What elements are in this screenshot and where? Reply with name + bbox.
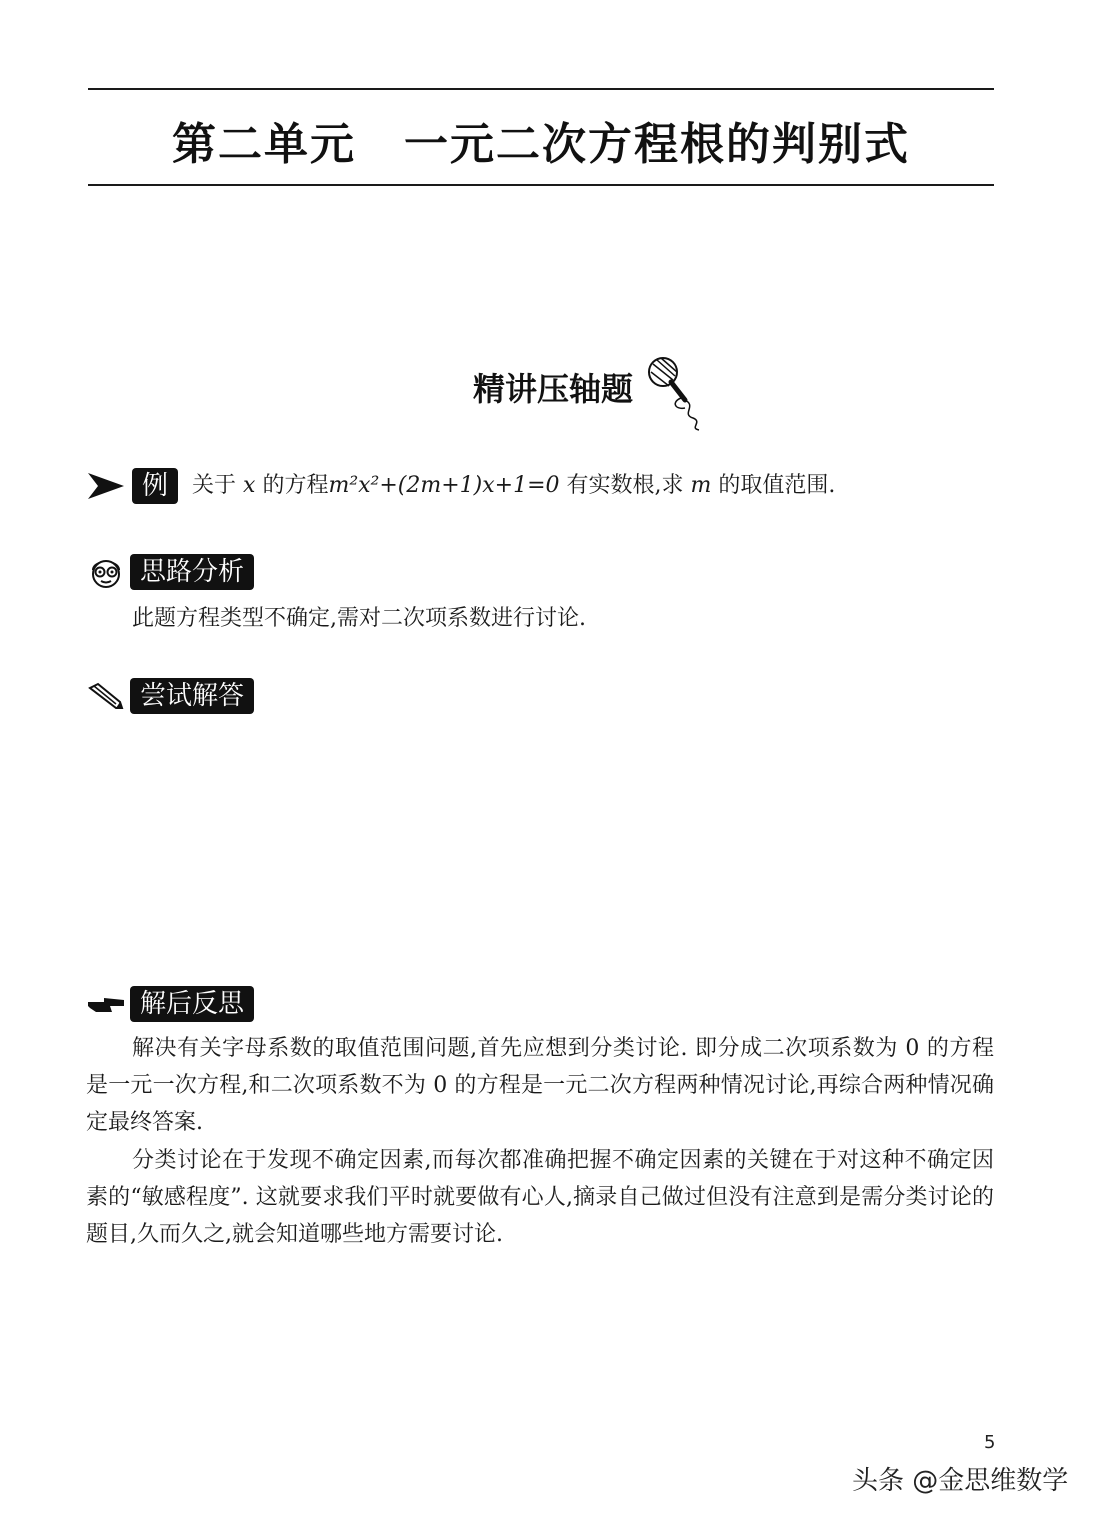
- unit-label: 第二单元: [172, 119, 356, 170]
- reflection-paragraph-1: [86, 1030, 994, 1141]
- analysis-text-content: 此题方程类型不确定,需对二次项系数进行讨论.: [132, 606, 586, 631]
- problem-mid: 的方程: [262, 473, 329, 498]
- section-heading-text: 精讲压轴题: [472, 370, 633, 408]
- example-tag: 例: [132, 468, 178, 504]
- reflection-paragraph-2-text: 分类讨论在于发现不确定因素,而每次都准确把握不确定因素的关键在于对这种不确定因素的“敏感程度”. 这就要求我们平时就要做有心人,摘录自己做过但没有注意到是需分类讨论的题目,久而久之,就会知道哪些地方需要讨论.: [86, 1148, 994, 1247]
- analysis-text: [132, 600, 992, 637]
- variable-m: m: [690, 473, 712, 498]
- unit-title-text: 一元二次方程根的判别式: [404, 119, 910, 170]
- problem-prefix: 关于: [192, 473, 237, 498]
- unit-title: [88, 108, 994, 172]
- attempt-header: [86, 676, 254, 716]
- arrow-right-icon: [86, 471, 126, 501]
- variable-x: x: [243, 473, 256, 498]
- example-problem: [86, 466, 835, 506]
- analysis-header: [86, 552, 254, 592]
- reflection-tag: 解后反思: [130, 986, 254, 1022]
- bottom-rule: [88, 184, 994, 186]
- pointing-hand-icon: [86, 984, 126, 1024]
- thinking-face-icon: [86, 552, 126, 592]
- attempt-tag: 尝试解答: [130, 678, 254, 714]
- equation: m²x²+(2m+1)x+1=0: [328, 473, 560, 498]
- section-heading: [0, 364, 1106, 410]
- problem-end: 的取值范围.: [718, 473, 836, 498]
- problem-suffix: 有实数根,求: [566, 473, 684, 498]
- microphone-icon: [641, 352, 713, 432]
- reflection-header: [86, 984, 254, 1024]
- reflection-paragraph-1-text: 解决有关字母系数的取值范围问题,首先应想到分类讨论. 即分成二次项系数为 0 的方程是一元一次方程,和二次项系数不为 0 的方程是一元二次方程两种情况讨论,再综合两种情况确定最终答案.: [86, 1036, 994, 1135]
- page-number: 5: [984, 1432, 996, 1453]
- top-rule: [88, 88, 994, 90]
- reflection-paragraph-2: [86, 1142, 994, 1253]
- example-text: [192, 471, 835, 501]
- watermark: 头条 @金思维数学: [852, 1466, 1069, 1496]
- pencil-icon: [86, 676, 126, 716]
- analysis-tag: 思路分析: [130, 554, 254, 590]
